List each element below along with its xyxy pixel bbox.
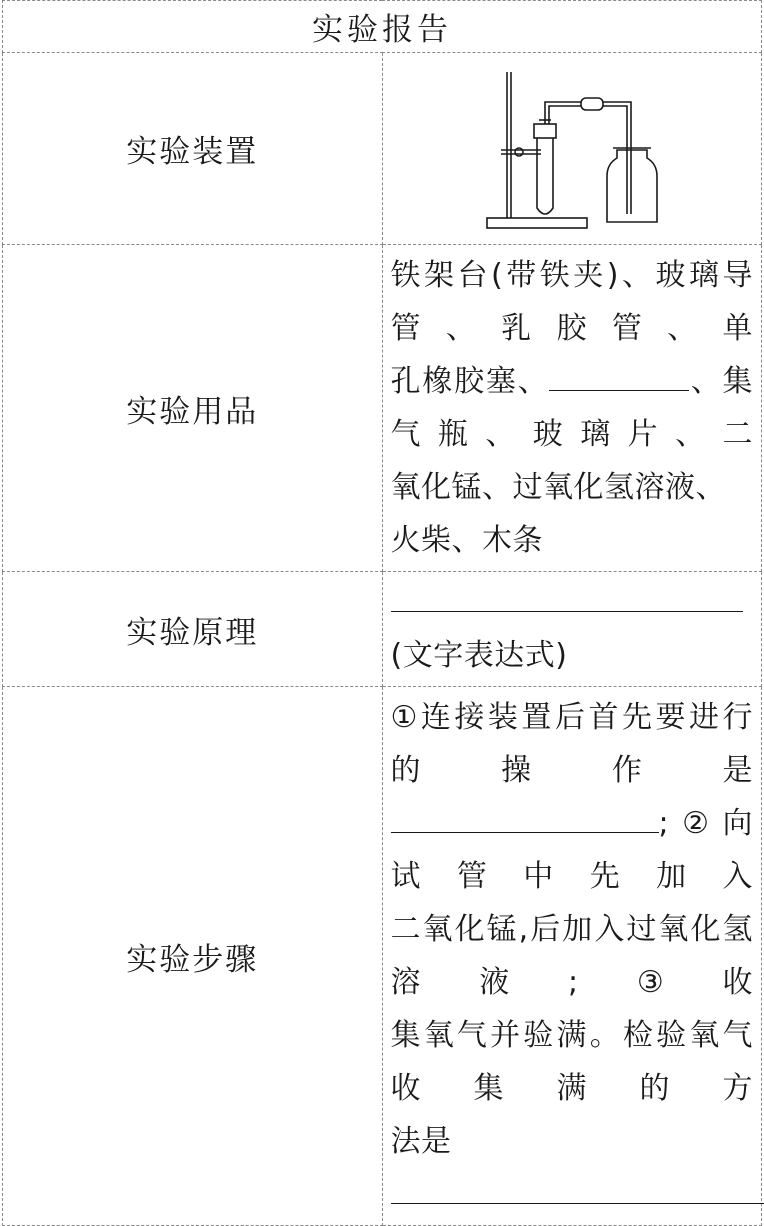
rubber-tube [581, 98, 603, 110]
steps-line-5-text: 法是 [391, 1124, 452, 1159]
title-row [3, 1, 762, 53]
report-title: 实验报告 [3, 1, 762, 53]
steps-cell [382, 687, 762, 1226]
items-cell [382, 245, 762, 572]
items-answer-blank[interactable] [549, 360, 689, 391]
report-table [2, 0, 762, 1226]
steps-row [3, 687, 762, 1226]
items-line-2 [391, 355, 754, 461]
items-row [3, 245, 762, 572]
steps-line-5 [391, 1115, 754, 1221]
steps-line-2 [391, 797, 754, 903]
items-line-2b: 、集气瓶、玻璃片、二 [391, 364, 754, 452]
steps-line-1: ①连接装置后首先要进行的操作是 [391, 691, 754, 797]
steps-answer-blank-1[interactable] [391, 802, 659, 833]
principle-answer-blank[interactable] [391, 581, 743, 612]
items-label: 实验用品 [3, 245, 383, 572]
steps-line-2-text: ;②向试管中先加入 [391, 806, 754, 894]
steps-answer-blank-2[interactable] [391, 1173, 764, 1204]
device-label: 实验装置 [3, 53, 383, 245]
principle-cell [382, 572, 762, 687]
items-line-2a: 孔橡胶塞、 [391, 364, 550, 399]
items-line-3: 氧化锰、过氧化氢溶液、火柴、木条 [391, 461, 754, 567]
steps-line-4: 集氧气并验满。检验氧气收集满的方 [391, 1009, 754, 1115]
rubber-stopper [534, 124, 556, 138]
principle-row [3, 572, 762, 687]
device-cell [382, 53, 762, 245]
principle-suffix: (文字表达式) [391, 638, 568, 673]
principle-label: 实验原理 [3, 572, 383, 687]
steps-line-3: 二氧化锰,后加入过氧化氢溶液;③收 [391, 903, 754, 1009]
apparatus-diagram [467, 64, 677, 234]
device-row [3, 53, 762, 245]
stand-base [487, 218, 587, 228]
items-line-1: 铁架台(带铁夹)、玻璃导管、乳胶管、单 [391, 249, 754, 355]
steps-label: 实验步骤 [3, 687, 383, 1226]
gas-collecting-bottle [607, 150, 657, 222]
